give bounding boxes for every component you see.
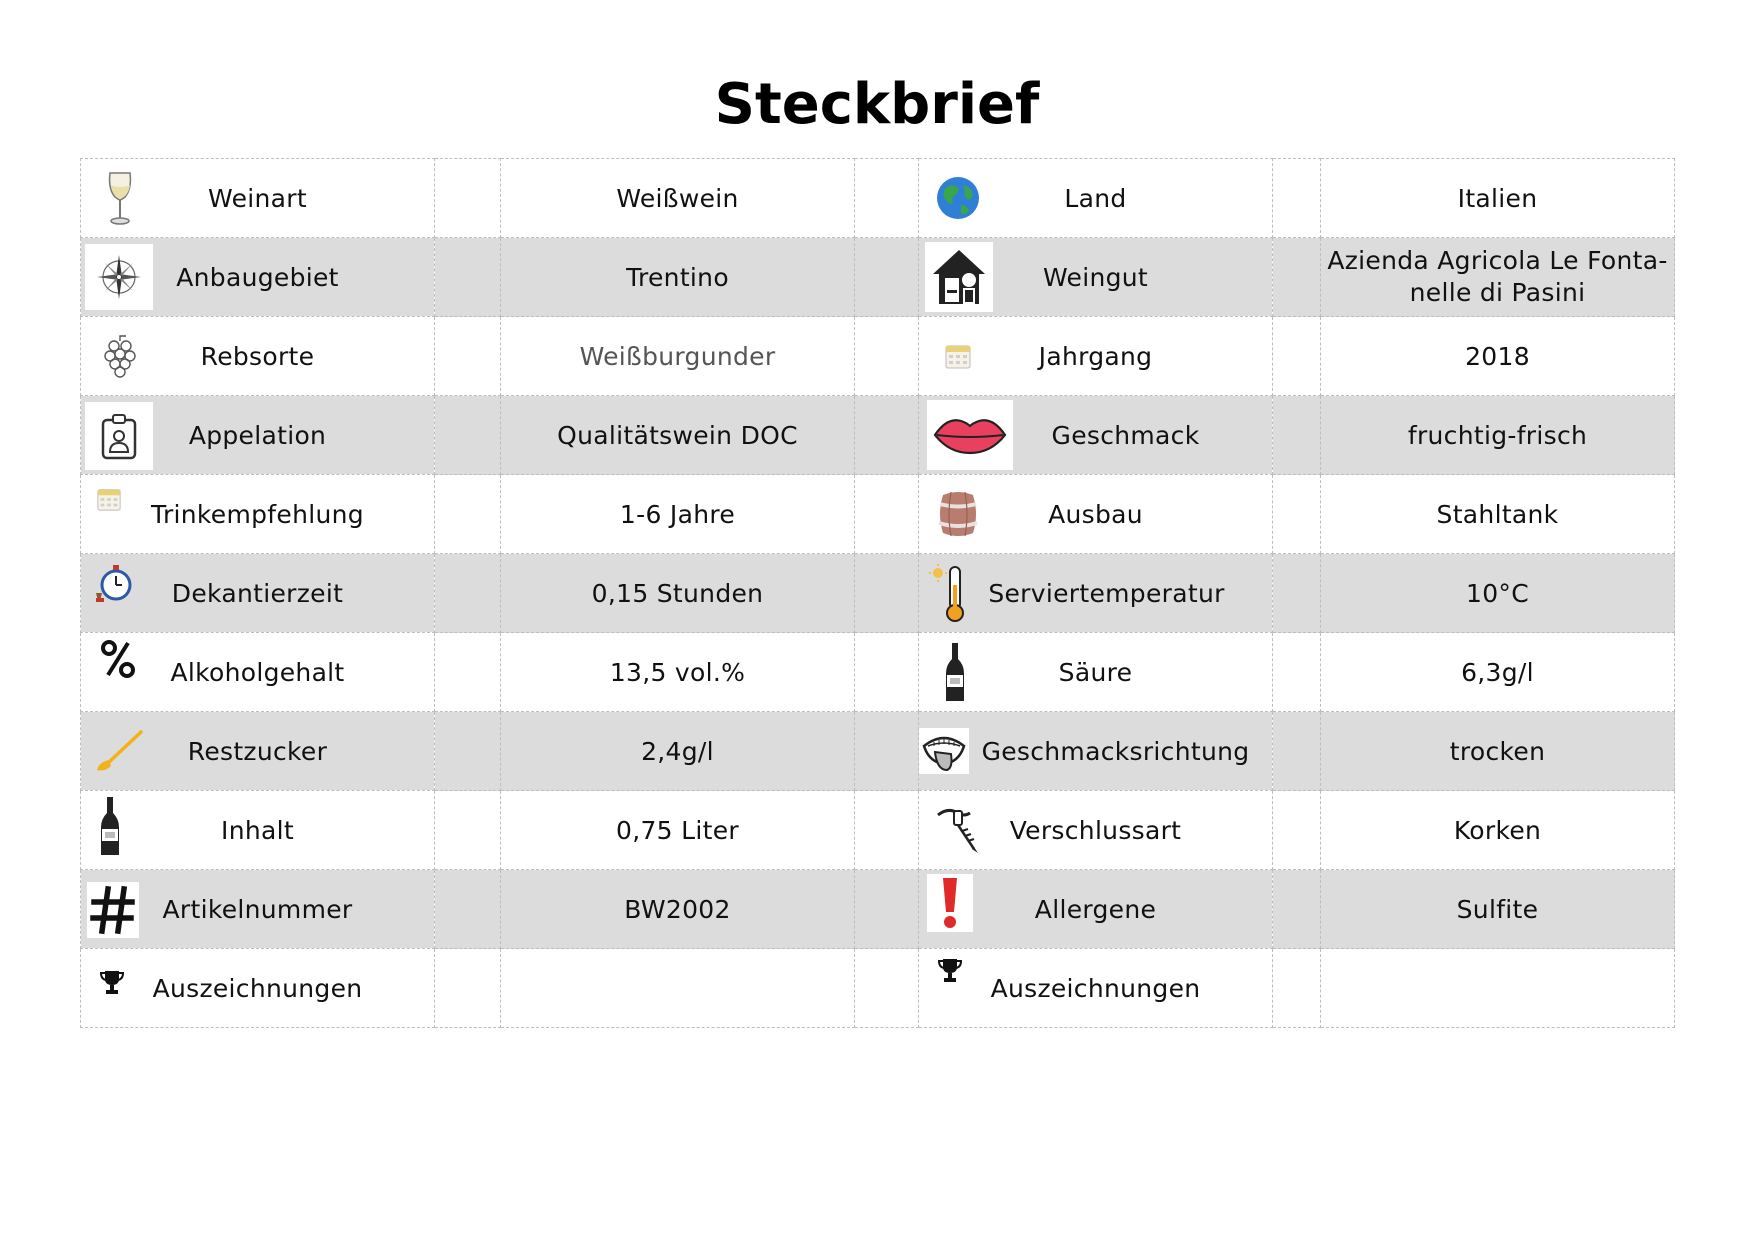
- badge-icon: [85, 402, 153, 470]
- label-cell: [81, 238, 435, 317]
- trophy-icon: [935, 955, 965, 985]
- wine-glass-icon: [89, 167, 151, 229]
- label-text: Auszeichnungen: [990, 973, 1201, 1003]
- value-cell: 6,3g/l: [1321, 633, 1675, 712]
- label-cell: [81, 949, 435, 1028]
- value-cell: [1321, 238, 1675, 317]
- label-cell: [81, 159, 435, 238]
- label-text: Appelation: [188, 420, 327, 450]
- bottle-icon: [933, 639, 977, 705]
- label-text: Weinart: [208, 183, 307, 213]
- table-row: [81, 791, 1675, 870]
- label-text: Geschmacksrichtung: [981, 736, 1250, 766]
- value-line: nelle di Pasini: [1409, 278, 1586, 307]
- bottle-icon: [87, 793, 133, 859]
- value-cell: [1321, 949, 1675, 1028]
- value-cell: 10°C: [1321, 554, 1675, 633]
- value-cell: 13,5 vol.%: [501, 633, 855, 712]
- calendar-icon: [927, 325, 989, 387]
- page-title: Steckbrief: [714, 72, 1040, 137]
- label-text: Säure: [1058, 657, 1133, 687]
- label-cell: [919, 396, 1273, 475]
- thermometer-icon: [923, 560, 973, 626]
- table-row: [81, 238, 1675, 317]
- globe-icon: [927, 167, 989, 229]
- label-cell: [81, 396, 435, 475]
- label-cell: [919, 791, 1273, 870]
- winery-house-icon: [925, 242, 993, 312]
- value-cell: trocken: [1321, 712, 1675, 791]
- calendar-icon: [87, 477, 131, 521]
- value-cell: [501, 949, 855, 1028]
- value-cell: Stahltank: [1321, 475, 1675, 554]
- value-cell: Sulfite: [1321, 870, 1675, 949]
- label-cell: [919, 317, 1273, 396]
- label-cell: [919, 554, 1273, 633]
- label-cell: [81, 554, 435, 633]
- label-text: Weingut: [1042, 262, 1149, 292]
- label-cell: [919, 870, 1273, 949]
- value-cell: Italien: [1321, 159, 1675, 238]
- label-text: Trinkempfehlung: [151, 499, 364, 529]
- table-row: [81, 475, 1675, 554]
- label-text: Ausbau: [1048, 499, 1143, 529]
- label-text: Verschlussart: [1009, 815, 1182, 845]
- table-row: [81, 949, 1675, 1028]
- table-row: [81, 317, 1675, 396]
- label-text: Alkoholgehalt: [170, 657, 345, 687]
- value-cell: 2018: [1321, 317, 1675, 396]
- label-cell: [919, 475, 1273, 554]
- value-line: Azienda Agricola Le Fonta-: [1327, 246, 1668, 275]
- label-cell: [81, 317, 435, 396]
- exclamation-icon: [927, 874, 973, 932]
- label-text: Artikelnummer: [162, 894, 353, 924]
- label-text: Serviertemperatur: [988, 578, 1225, 608]
- value-cell: fruchtig-frisch: [1321, 396, 1675, 475]
- label-text: Allergene: [1034, 894, 1157, 924]
- value-cell: BW2002: [501, 870, 855, 949]
- label-cell: [919, 949, 1273, 1028]
- value-cell: Korken: [1321, 791, 1675, 870]
- table-row: [81, 554, 1675, 633]
- label-cell: [919, 712, 1273, 791]
- label-text: Rebsorte: [200, 341, 315, 371]
- value-cell: Trentino: [501, 238, 855, 317]
- table-row: [81, 712, 1675, 791]
- label-text: Jahrgang: [1038, 341, 1153, 371]
- label-cell: [81, 633, 435, 712]
- label-cell: [81, 870, 435, 949]
- label-text: Restzucker: [187, 736, 328, 766]
- label-text: Dekantierzeit: [171, 578, 344, 608]
- label-text: Auszeichnungen: [152, 973, 363, 1003]
- lips-icon: [927, 400, 1013, 470]
- value-cell: 0,75 Liter: [501, 791, 855, 870]
- label-cell: [919, 238, 1273, 317]
- value-cell: 0,15 Stunden: [501, 554, 855, 633]
- corkscrew-icon: [927, 799, 989, 861]
- label-cell: [919, 159, 1273, 238]
- table-row: [81, 396, 1675, 475]
- label-text: Land: [1064, 183, 1127, 213]
- hash-icon: [87, 882, 139, 938]
- compass-icon: [85, 244, 153, 310]
- mouth-tongue-icon: [919, 728, 969, 774]
- label-cell: [81, 791, 435, 870]
- label-cell: [81, 712, 435, 791]
- barrel-icon: [927, 483, 989, 545]
- table-row: [81, 633, 1675, 712]
- profile-table: [80, 158, 1675, 1028]
- stopwatch-icon: [89, 558, 139, 608]
- value-cell: Weißburgunder: [501, 317, 855, 396]
- label-text: Anbaugebiet: [176, 262, 339, 292]
- trophy-icon: [97, 967, 127, 997]
- label-text: Inhalt: [221, 815, 294, 845]
- table-row: [81, 870, 1675, 949]
- label-cell: [919, 633, 1273, 712]
- value-cell: Weißwein: [501, 159, 855, 238]
- table-row: [81, 159, 1675, 238]
- sugar-spoon-icon: [89, 720, 151, 782]
- value-cell: Qualitätswein DOC: [501, 396, 855, 475]
- label-text: Geschmack: [1051, 420, 1200, 450]
- label-cell: [81, 475, 435, 554]
- value-cell: 1-6 Jahre: [501, 475, 855, 554]
- grapes-icon: [89, 325, 151, 387]
- value-cell: 2,4g/l: [501, 712, 855, 791]
- percent-icon: [91, 637, 145, 681]
